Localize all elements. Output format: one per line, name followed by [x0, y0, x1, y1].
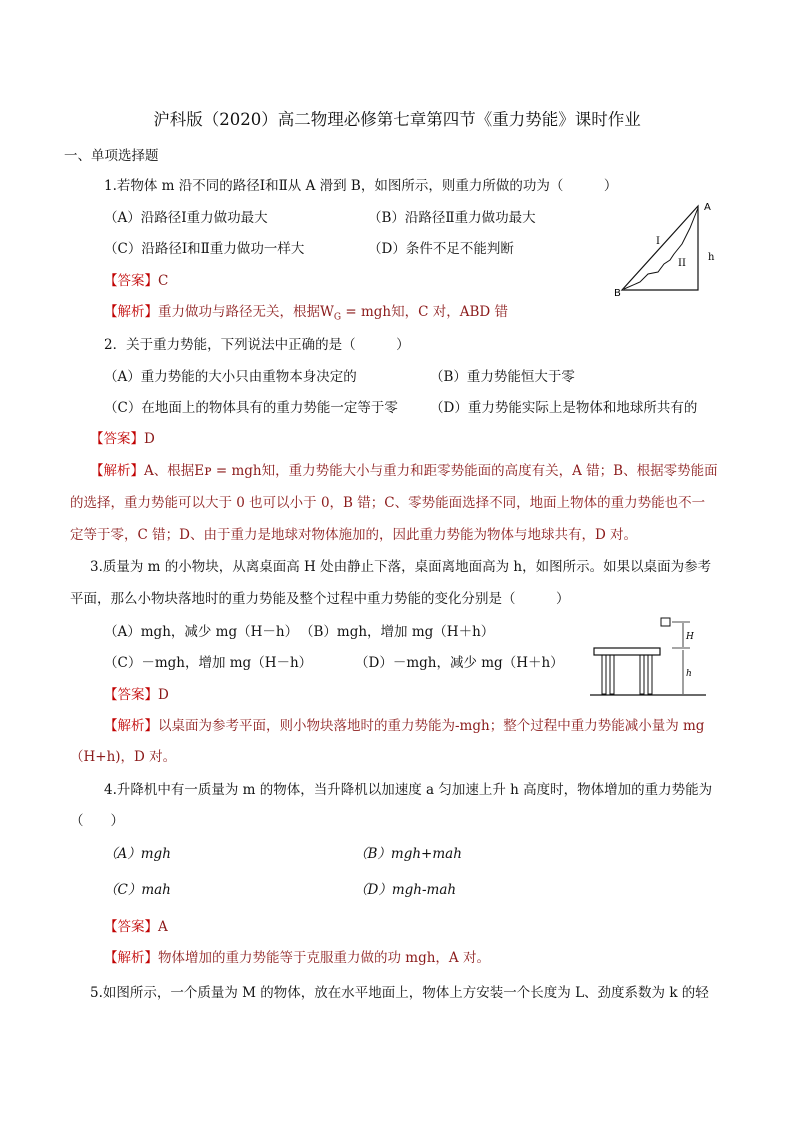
fig-label-a: A [704, 202, 711, 213]
analysis-label: 【解析】 [104, 718, 158, 734]
q4-option-b: （B）mgh+mah [354, 846, 462, 862]
q3-figure [590, 614, 710, 704]
answer-label: 【答案】 [90, 431, 144, 447]
analysis-label: 【解析】 [104, 304, 158, 320]
answer-label: 【答案】 [104, 273, 158, 289]
q1-option-d: （D）条件不足不能判断 [368, 241, 514, 257]
q3-option-a: （A）mgh，减少 mg（H－h） [104, 624, 299, 640]
analysis-text: 物体增加的重力势能等于克服重力做的功 mgh，A 对。 [158, 950, 490, 966]
q2-stem: 2．关于重力势能，下列说法中正确的是（ ） [104, 337, 410, 353]
q1-answer [104, 271, 168, 291]
q1-figure [612, 196, 722, 298]
q3-option-d: （D）－mgh，减少 mg（H＋h） [355, 655, 564, 671]
q5-stem: 5.如图所示，一个质量为 M 的物体，放在水平地面上，物体上方安装一个长度为 L、劲度系数为 k 的轻 [90, 985, 709, 1001]
answer-value: D [158, 687, 169, 703]
analysis-text: 以桌面为参考平面，则小物块落地时的重力势能为-mgh；整个过程中重力势能减小量为 mg [158, 718, 705, 734]
analysis-text-end: = mgh知，C 对，ABD 错 [341, 304, 509, 320]
q4-option-a: （A）mgh [104, 846, 171, 862]
q1-stem: 1.若物体 m 沿不同的路径Ⅰ和Ⅱ从 A 滑到 B，如图所示，则重力所做的功为（ ） [104, 178, 618, 194]
analysis-text: A、根据Eᴘ = mgh知，重力势能大小与重力和距零势能面的高度有关，A 错；B、根据零势能面 [144, 463, 718, 479]
q1-option-a: （A）沿路径Ⅰ重力做功最大 [104, 210, 268, 226]
page-title: 沪科版（2020）高二物理必修第七章第四节《重力势能》课时作业 [153, 110, 641, 129]
answer-value: A [158, 919, 168, 935]
fig-label-i: I [656, 236, 660, 247]
answer-label: 【答案】 [104, 919, 158, 935]
q1-option-b: （B）沿路径Ⅱ重力做功最大 [368, 210, 536, 226]
answer-value: D [144, 431, 155, 447]
q4-answer [104, 917, 168, 937]
q3-stem-line-1: 3.质量为 m 的小物块，从离桌面高 H 处由静止下落，桌面离地面高为 h，如图所示。如果以桌面为参考 [90, 559, 712, 575]
q2-option-a: （A）重力势能的大小只由重物本身决定的 [104, 369, 357, 385]
q4-option-c: （C）mah [104, 882, 171, 898]
q2-option-b: （B）重力势能恒大于零 [430, 369, 575, 385]
fig-label-h: h [708, 252, 715, 263]
q1-option-c: （C）沿路径Ⅰ和Ⅱ重力做功一样大 [104, 241, 305, 257]
q1-analysis [104, 302, 508, 328]
section-heading: 一、单项选择题 [64, 148, 159, 164]
q3-analysis-line-2: （H+h)，D 对。 [70, 749, 177, 765]
analysis-label: 【解析】 [104, 950, 158, 966]
q2-answer [90, 429, 155, 449]
answer-value: C [158, 273, 169, 289]
q2-option-d: （D）重力势能实际上是物体和地球所共有的 [430, 400, 698, 416]
q2-analysis [90, 461, 718, 481]
q3-answer [104, 685, 169, 705]
q3-option-c: （C）－mgh，增加 mg（H－h） [104, 655, 313, 671]
q2-analysis-line-2: 的选择，重力势能可以大于 0 也可以小于 0，B 错；C、零势能面选择不同，地面上物体的重力势能也不一 [70, 495, 706, 511]
fig-label-ii: II [678, 258, 686, 269]
fig-label-big-h: H [686, 632, 694, 642]
q4-analysis [104, 948, 490, 968]
fig-label-b: B [614, 288, 621, 298]
q4-option-d: （D）mgh-mah [354, 882, 457, 898]
q3-analysis [104, 716, 704, 736]
q4-stem-line-1: 4.升降机中有一质量为 m 的物体，当升降机以加速度 a 匀加速上升 h 高度时，物体增加的重力势能为 [104, 782, 713, 798]
q2-analysis-line-3: 定等于零，C 错；D、由于重力是地球对物体施加的，因此重力势能为物体与地球共有，D 对。 [70, 527, 638, 543]
answer-label: 【答案】 [104, 687, 158, 703]
q4-stem-line-2: （ ） [70, 813, 124, 829]
fig-label-small-h: h [686, 669, 692, 679]
q3-stem-line-2: 平面，那么小物块落地时的重力势能及整个过程中重力势能的变化分别是（ ） [70, 591, 570, 607]
analysis-subscript: G [333, 312, 342, 323]
analysis-label: 【解析】 [90, 463, 144, 479]
q2-option-c: （C）在地面上的物体具有的重力势能一定等于零 [104, 400, 398, 416]
analysis-text: 重力做功与路径无关，根据W [158, 304, 334, 320]
q3-option-b: （B）mgh，增加 mg（H＋h） [300, 624, 495, 640]
